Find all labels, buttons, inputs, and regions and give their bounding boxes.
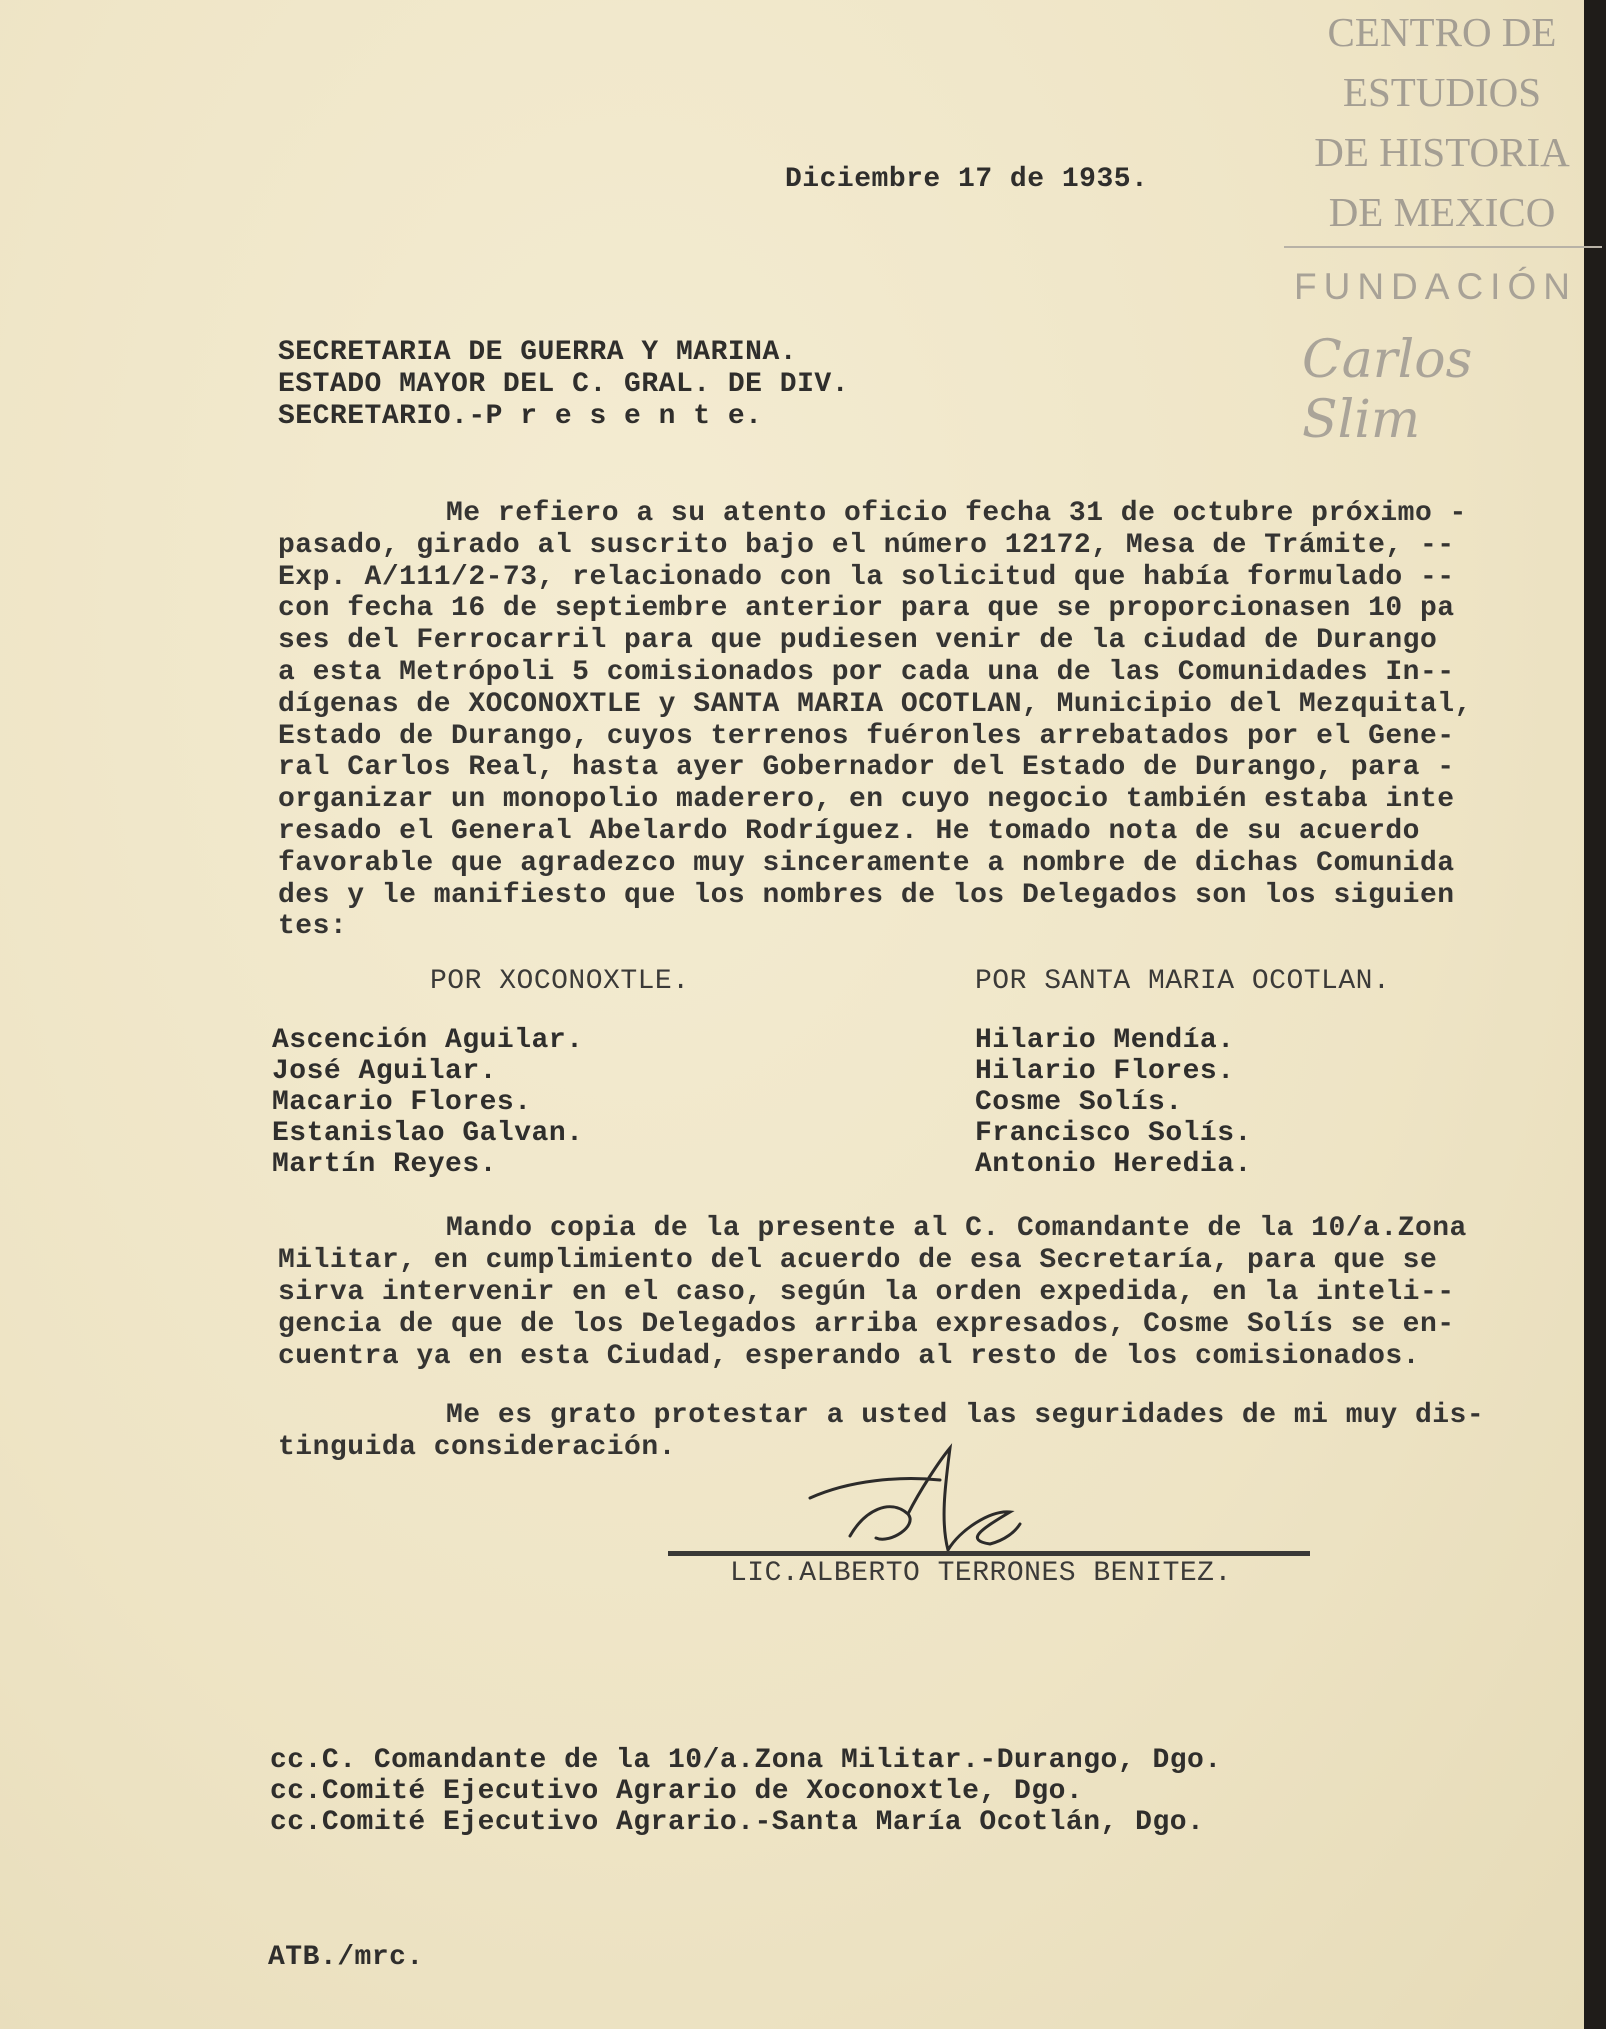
- delegate-name: Macario Flores.: [272, 1087, 532, 1118]
- paragraph-line: Exp. A/111/2-73, relacionado con la solicitud que había formulado --: [278, 561, 1455, 593]
- signature-line: [668, 1551, 1310, 1556]
- paragraph-line: con fecha 16 de septiembre anterior para que se proporcionasen 10 pa: [278, 593, 1455, 625]
- paragraph-line: organizar un monopolio maderero, en cuyo negocio también estaba inte: [278, 784, 1455, 816]
- delegate-name: Francisco Solís.: [975, 1118, 1252, 1149]
- cc-line: cc.Comité Ejecutivo Agrario de Xoconoxtle, Dgo.: [270, 1776, 1084, 1807]
- paragraph-line: cuentra ya en esta Ciudad, esperando al resto de los comisionados.: [278, 1341, 1420, 1372]
- delegate-name: Hilario Mendía.: [975, 1025, 1235, 1056]
- paragraph-line: Militar, en cumplimiento del acuerdo de esa Secretaría, para que se: [278, 1245, 1438, 1276]
- letter-date: Diciembre 17 de 1935.: [785, 164, 1149, 195]
- paragraph-line: resado el General Abelardo Rodríguez. He tomado nota de su acuerdo: [278, 816, 1420, 847]
- delegates-heading-ocotlan: POR SANTA MARIA OCOTLAN.: [975, 966, 1391, 997]
- watermark-line: CENTRO DE: [1327, 9, 1557, 55]
- watermark-carlos-slim: Carlos Slim: [1302, 330, 1473, 450]
- watermark: [1282, 0, 1602, 450]
- addressee-line: SECRETARIO.-P r e s e n t e.: [278, 401, 763, 432]
- paragraph-line: tes:: [278, 911, 348, 943]
- watermark-rule: [1284, 246, 1602, 248]
- paragraph-line: gencia de que de los Delegados arriba expresados, Cosme Solís se en-: [278, 1309, 1455, 1340]
- paragraph-line: favorable que agradezco muy sinceramente a nombre de dichas Comunida: [278, 847, 1455, 879]
- delegate-name: Hilario Flores.: [975, 1056, 1235, 1087]
- cc-line: cc.Comité Ejecutivo Agrario.-Santa María Ocotlán, Dgo.: [270, 1807, 1205, 1838]
- paragraph-line: Estado de Durango, cuyos terrenos fuéronles arrebatados por el Gene-: [278, 720, 1455, 752]
- handwritten-signature: [790, 1440, 1110, 1560]
- watermark-fundacion: FUNDACIÓN: [1294, 266, 1577, 307]
- paragraph-line: dígenas de XOCONOXTLE y SANTA MARIA OCOTLAN, Municipio del Mezquital,: [278, 688, 1472, 720]
- addressee-line: ESTADO MAYOR DEL C. GRAL. DE DIV.: [278, 369, 849, 400]
- signatory-name: LIC.ALBERTO TERRONES BENITEZ.: [730, 1558, 1232, 1589]
- watermark-line: ESTUDIOS: [1342, 69, 1542, 115]
- delegate-name: Estanislao Galvan.: [272, 1118, 584, 1149]
- delegate-name: Cosme Solís.: [975, 1087, 1183, 1118]
- delegates-heading-xoconoxtle: POR XOCONOXTLE.: [430, 966, 690, 997]
- cc-line: cc.C. Comandante de la 10/a.Zona Militar.-Durango, Dgo.: [270, 1745, 1222, 1776]
- paragraph-line: sirva intervenir en el caso, según la orden expedida, en la inteli--: [278, 1277, 1455, 1308]
- watermark-line: DE HISTORIA: [1314, 129, 1570, 175]
- addressee-line: SECRETARIA DE GUERRA Y MARINA.: [278, 337, 798, 368]
- watermark-line: DE MEXICO: [1328, 189, 1556, 235]
- paragraph-line: pasado, girado al suscrito bajo el número 12172, Mesa de Trámite, --: [278, 529, 1455, 561]
- closing-line: Me es grato protestar a usted las seguridades de mi muy dis-: [446, 1400, 1485, 1431]
- delegate-name: Ascención Aguilar.: [272, 1025, 584, 1056]
- paragraph-line: ral Carlos Real, hasta ayer Gobernador del Estado de Durango, para -: [278, 752, 1455, 784]
- paragraph-line: des y le manifiesto que los nombres de los Delegados son los siguien: [278, 879, 1455, 911]
- paragraph-line: Mando copia de la presente al C. Comandante de la 10/a.Zona: [446, 1213, 1467, 1244]
- paragraph-line: ses del Ferrocarril para que pudiesen venir de la ciudad de Durango: [278, 625, 1438, 657]
- delegate-name: Martín Reyes.: [272, 1149, 497, 1180]
- closing-line: tinguida consideración.: [278, 1432, 676, 1463]
- delegate-name: Antonio Heredia.: [975, 1149, 1252, 1180]
- paragraph-line: Me refiero a su atento oficio fecha 31 de octubre próximo -: [446, 498, 1467, 529]
- reference-initials: ATB./mrc.: [268, 1942, 424, 1973]
- paragraph-line: a esta Metrópoli 5 comisionados por cada una de las Comunidades In--: [278, 657, 1455, 688]
- delegate-name: José Aguilar.: [272, 1056, 497, 1087]
